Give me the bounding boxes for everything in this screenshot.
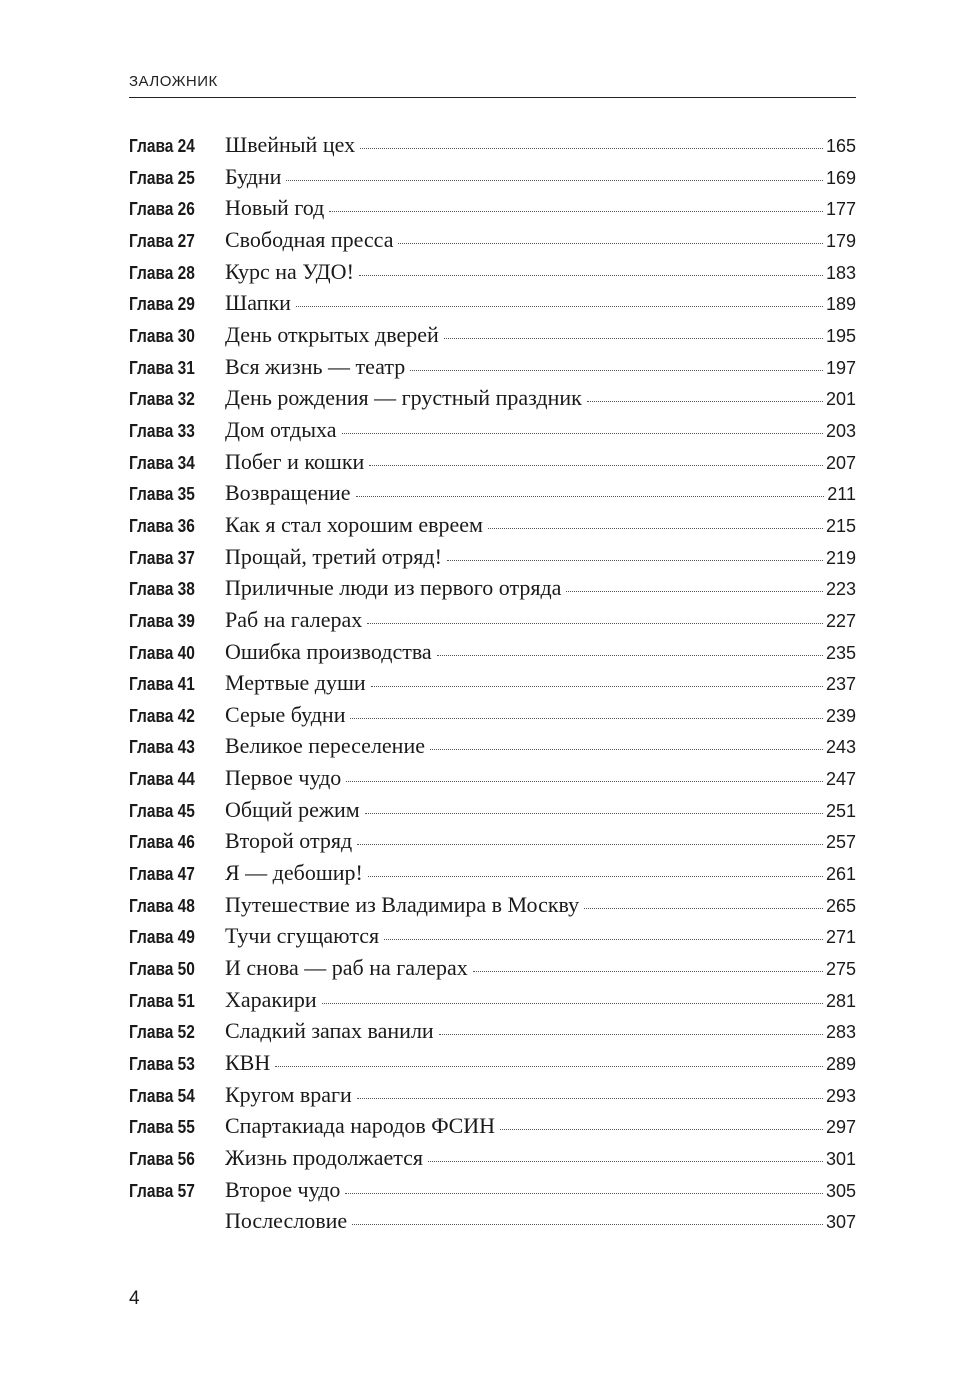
page-reference: 179	[825, 230, 856, 251]
chapter-number: Глава 46	[129, 832, 195, 853]
page-reference: 189	[825, 294, 856, 315]
toc-entry	[129, 544, 856, 576]
dot-leader	[437, 654, 823, 656]
toc-entry	[129, 322, 856, 354]
chapter-title: Возвращение	[225, 480, 351, 506]
chapter-number: Глава 27	[129, 230, 195, 251]
dot-leader	[286, 179, 823, 181]
chapter-title: Я — дебошир!	[225, 860, 363, 886]
dot-leader	[488, 527, 823, 529]
toc-entry	[129, 480, 856, 512]
chapter-number: Глава 31	[129, 357, 195, 378]
page-reference: 201	[825, 389, 856, 410]
chapter-number: Глава 44	[129, 769, 195, 790]
page-reference: 207	[825, 452, 856, 473]
chapter-number: Глава 45	[129, 800, 195, 821]
dot-leader	[346, 780, 823, 782]
toc-entry	[129, 164, 856, 196]
page-reference: 261	[825, 864, 856, 885]
chapter-title: Тучи сгущаются	[225, 923, 380, 949]
chapter-title: Великое переселение	[225, 733, 425, 759]
toc-entry	[129, 892, 856, 924]
chapter-number: Глава 55	[129, 1117, 195, 1138]
chapter-title: Сладкий запах ванили	[225, 1018, 434, 1044]
chapter-title: Приличные люди из первого отряда	[225, 575, 562, 601]
page-reference: 177	[825, 199, 856, 220]
dot-leader	[428, 1160, 823, 1162]
dot-leader	[584, 907, 823, 909]
dot-leader	[356, 495, 825, 497]
toc-entry	[129, 195, 856, 227]
page-reference: 247	[825, 769, 856, 790]
dot-leader	[357, 1097, 823, 1099]
toc-entry	[129, 290, 856, 322]
toc-entry	[129, 1145, 856, 1177]
toc-entry	[129, 1018, 856, 1050]
dot-leader	[296, 305, 823, 307]
chapter-number: Глава 29	[129, 294, 195, 315]
page-reference: 289	[825, 1054, 856, 1075]
chapter-number: Глава 47	[129, 864, 195, 885]
chapter-title: Кругом враги	[225, 1081, 352, 1107]
page-reference: 307	[825, 1212, 856, 1233]
chapter-title: Дом отдыха	[225, 416, 337, 442]
toc-entry	[129, 797, 856, 829]
chapter-title: Спартакиада народов ФСИН	[225, 1113, 496, 1139]
toc-entry	[129, 354, 856, 386]
chapter-title: Общий режим	[225, 796, 360, 822]
chapter-number: Глава 24	[129, 136, 195, 156]
dot-leader	[398, 242, 822, 244]
chapter-number: Глава 26	[129, 199, 195, 220]
dot-leader	[342, 432, 823, 434]
chapter-title: И снова — раб на галерах	[225, 955, 468, 981]
toc-entry	[129, 1208, 856, 1240]
page-reference: 275	[825, 959, 856, 980]
toc-entry	[129, 765, 856, 797]
page-reference: 239	[825, 705, 856, 726]
page-reference: 237	[825, 674, 856, 695]
page-reference: 169	[825, 167, 856, 188]
chapter-title: Первое чудо	[225, 765, 342, 791]
page-reference: 243	[825, 737, 856, 758]
chapter-number: Глава 41	[129, 674, 195, 695]
chapter-number: Глава 36	[129, 515, 195, 536]
page-reference: 251	[825, 800, 856, 821]
page-reference: 219	[825, 547, 856, 568]
header-rule	[129, 97, 856, 98]
page-reference: 203	[825, 420, 856, 441]
chapter-title: День открытых дверей	[225, 321, 439, 347]
page-reference: 215	[825, 515, 856, 536]
dot-leader	[444, 337, 823, 339]
chapter-number: Глава 51	[129, 990, 195, 1011]
toc-entry	[129, 1050, 856, 1082]
page-reference: 283	[825, 1022, 856, 1043]
dot-leader	[566, 590, 823, 592]
page-reference: 227	[825, 610, 856, 631]
chapter-title: Прощай, третий отряд!	[225, 543, 442, 569]
page-reference: 265	[825, 895, 856, 916]
dot-leader	[369, 464, 823, 466]
chapter-number: Глава 56	[129, 1149, 195, 1169]
chapter-number: Глава 54	[129, 1085, 195, 1106]
chapter-number: Глава 42	[129, 705, 195, 726]
chapter-title: Швейный цех	[225, 132, 356, 157]
toc-entry	[129, 132, 856, 164]
chapter-title: Серые будни	[225, 701, 346, 727]
chapter-title: Путешествие из Владимира в Москву	[225, 891, 580, 917]
dot-leader	[345, 1192, 823, 1194]
toc-entry	[129, 923, 856, 955]
chapter-title: Шапки	[225, 290, 291, 316]
chapter-title: Жизнь продолжается	[225, 1145, 423, 1170]
toc-entry	[129, 828, 856, 860]
toc-entry	[129, 575, 856, 607]
chapter-number: Глава 43	[129, 737, 195, 758]
toc-entry	[129, 955, 856, 987]
chapter-title: Ошибка производства	[225, 638, 432, 664]
page-reference: 165	[825, 136, 856, 156]
page-reference: 305	[825, 1180, 856, 1201]
dot-leader	[359, 274, 823, 276]
chapter-title: Харакири	[225, 986, 317, 1012]
chapter-title: Как я стал хорошим евреем	[225, 511, 483, 537]
page-reference: 195	[825, 325, 856, 346]
chapter-number: Глава 38	[129, 579, 195, 600]
dot-leader	[367, 622, 823, 624]
chapter-title: Курс на УДО!	[225, 258, 354, 284]
chapter-title: Побег и кошки	[225, 448, 365, 474]
toc-entry	[129, 607, 856, 639]
dot-leader	[350, 717, 822, 719]
page-reference: 223	[825, 579, 856, 600]
dot-leader	[587, 400, 823, 402]
toc-entry	[129, 417, 856, 449]
chapter-title: Второе чудо	[225, 1176, 341, 1202]
chapter-number: Глава 50	[129, 959, 195, 980]
page-reference: 183	[825, 262, 856, 283]
page-reference: 211	[827, 484, 856, 505]
toc-entry	[129, 639, 856, 671]
chapter-number: Глава 40	[129, 642, 195, 663]
toc-entry	[129, 449, 856, 481]
chapter-number: Глава 35	[129, 484, 195, 505]
toc-entry	[129, 1177, 856, 1209]
chapter-number: Глава 57	[129, 1180, 195, 1201]
chapter-number: Глава 37	[129, 547, 195, 568]
toc-entry	[129, 702, 856, 734]
toc-entry	[129, 860, 856, 892]
toc-entry	[129, 512, 856, 544]
toc-entry	[129, 385, 856, 417]
toc-entry	[129, 227, 856, 259]
dot-leader	[473, 970, 823, 972]
chapter-number: Глава 52	[129, 1022, 195, 1043]
dot-leader	[447, 559, 823, 561]
chapter-number: Глава 33	[129, 420, 195, 441]
chapter-title: День рождения — грустный праздник	[225, 385, 582, 411]
page-reference: 301	[825, 1149, 856, 1169]
toc-entry	[129, 987, 856, 1019]
page-reference: 271	[825, 927, 856, 948]
toc-entry	[129, 259, 856, 291]
chapter-title: Второй отряд	[225, 828, 353, 854]
dot-leader	[430, 748, 823, 750]
dot-leader	[384, 938, 823, 940]
chapter-title: Послесловие	[225, 1208, 348, 1234]
chapter-number: Глава 34	[129, 452, 195, 473]
dot-leader	[329, 210, 823, 212]
chapter-title: Будни	[225, 163, 282, 189]
dot-leader	[352, 1223, 823, 1225]
toc-entry	[129, 733, 856, 765]
page-reference: 293	[825, 1085, 856, 1106]
dot-leader	[357, 843, 823, 845]
dot-leader	[410, 369, 823, 371]
chapter-title: Мертвые души	[225, 670, 366, 696]
toc-entry	[129, 1082, 856, 1114]
chapter-number: Глава 39	[129, 610, 195, 631]
dot-leader	[360, 147, 823, 149]
chapter-number: Глава 49	[129, 927, 195, 948]
dot-leader	[368, 875, 823, 877]
page-reference: 197	[825, 357, 856, 378]
page-number: 4	[129, 1288, 140, 1309]
dot-leader	[371, 685, 823, 687]
chapter-number: Глава 32	[129, 389, 195, 410]
toc-entry	[129, 1113, 856, 1145]
page-reference: 297	[825, 1117, 856, 1138]
chapter-number: Глава 53	[129, 1054, 195, 1075]
dot-leader	[365, 812, 823, 814]
chapter-title: Свободная пресса	[225, 226, 394, 252]
page-reference: 257	[825, 832, 856, 853]
table-of-contents	[129, 132, 856, 1240]
chapter-number: Глава 25	[129, 167, 195, 188]
chapter-title: Вся жизнь — театр	[225, 353, 406, 379]
running-head-title: ЗАЛОЖНИК	[129, 73, 218, 90]
chapter-title: Раб на галерах	[225, 606, 363, 632]
toc-entry	[129, 670, 856, 702]
chapter-number: Глава 28	[129, 262, 195, 283]
chapter-number: Глава 48	[129, 895, 195, 916]
dot-leader	[322, 1002, 823, 1004]
chapter-title: Новый год	[225, 195, 325, 221]
dot-leader	[275, 1065, 823, 1067]
page-reference: 281	[825, 990, 856, 1011]
dot-leader	[500, 1128, 823, 1130]
page-reference: 235	[825, 642, 856, 663]
dot-leader	[439, 1033, 823, 1035]
chapter-number: Глава 30	[129, 325, 195, 346]
chapter-title: КВН	[225, 1050, 271, 1076]
